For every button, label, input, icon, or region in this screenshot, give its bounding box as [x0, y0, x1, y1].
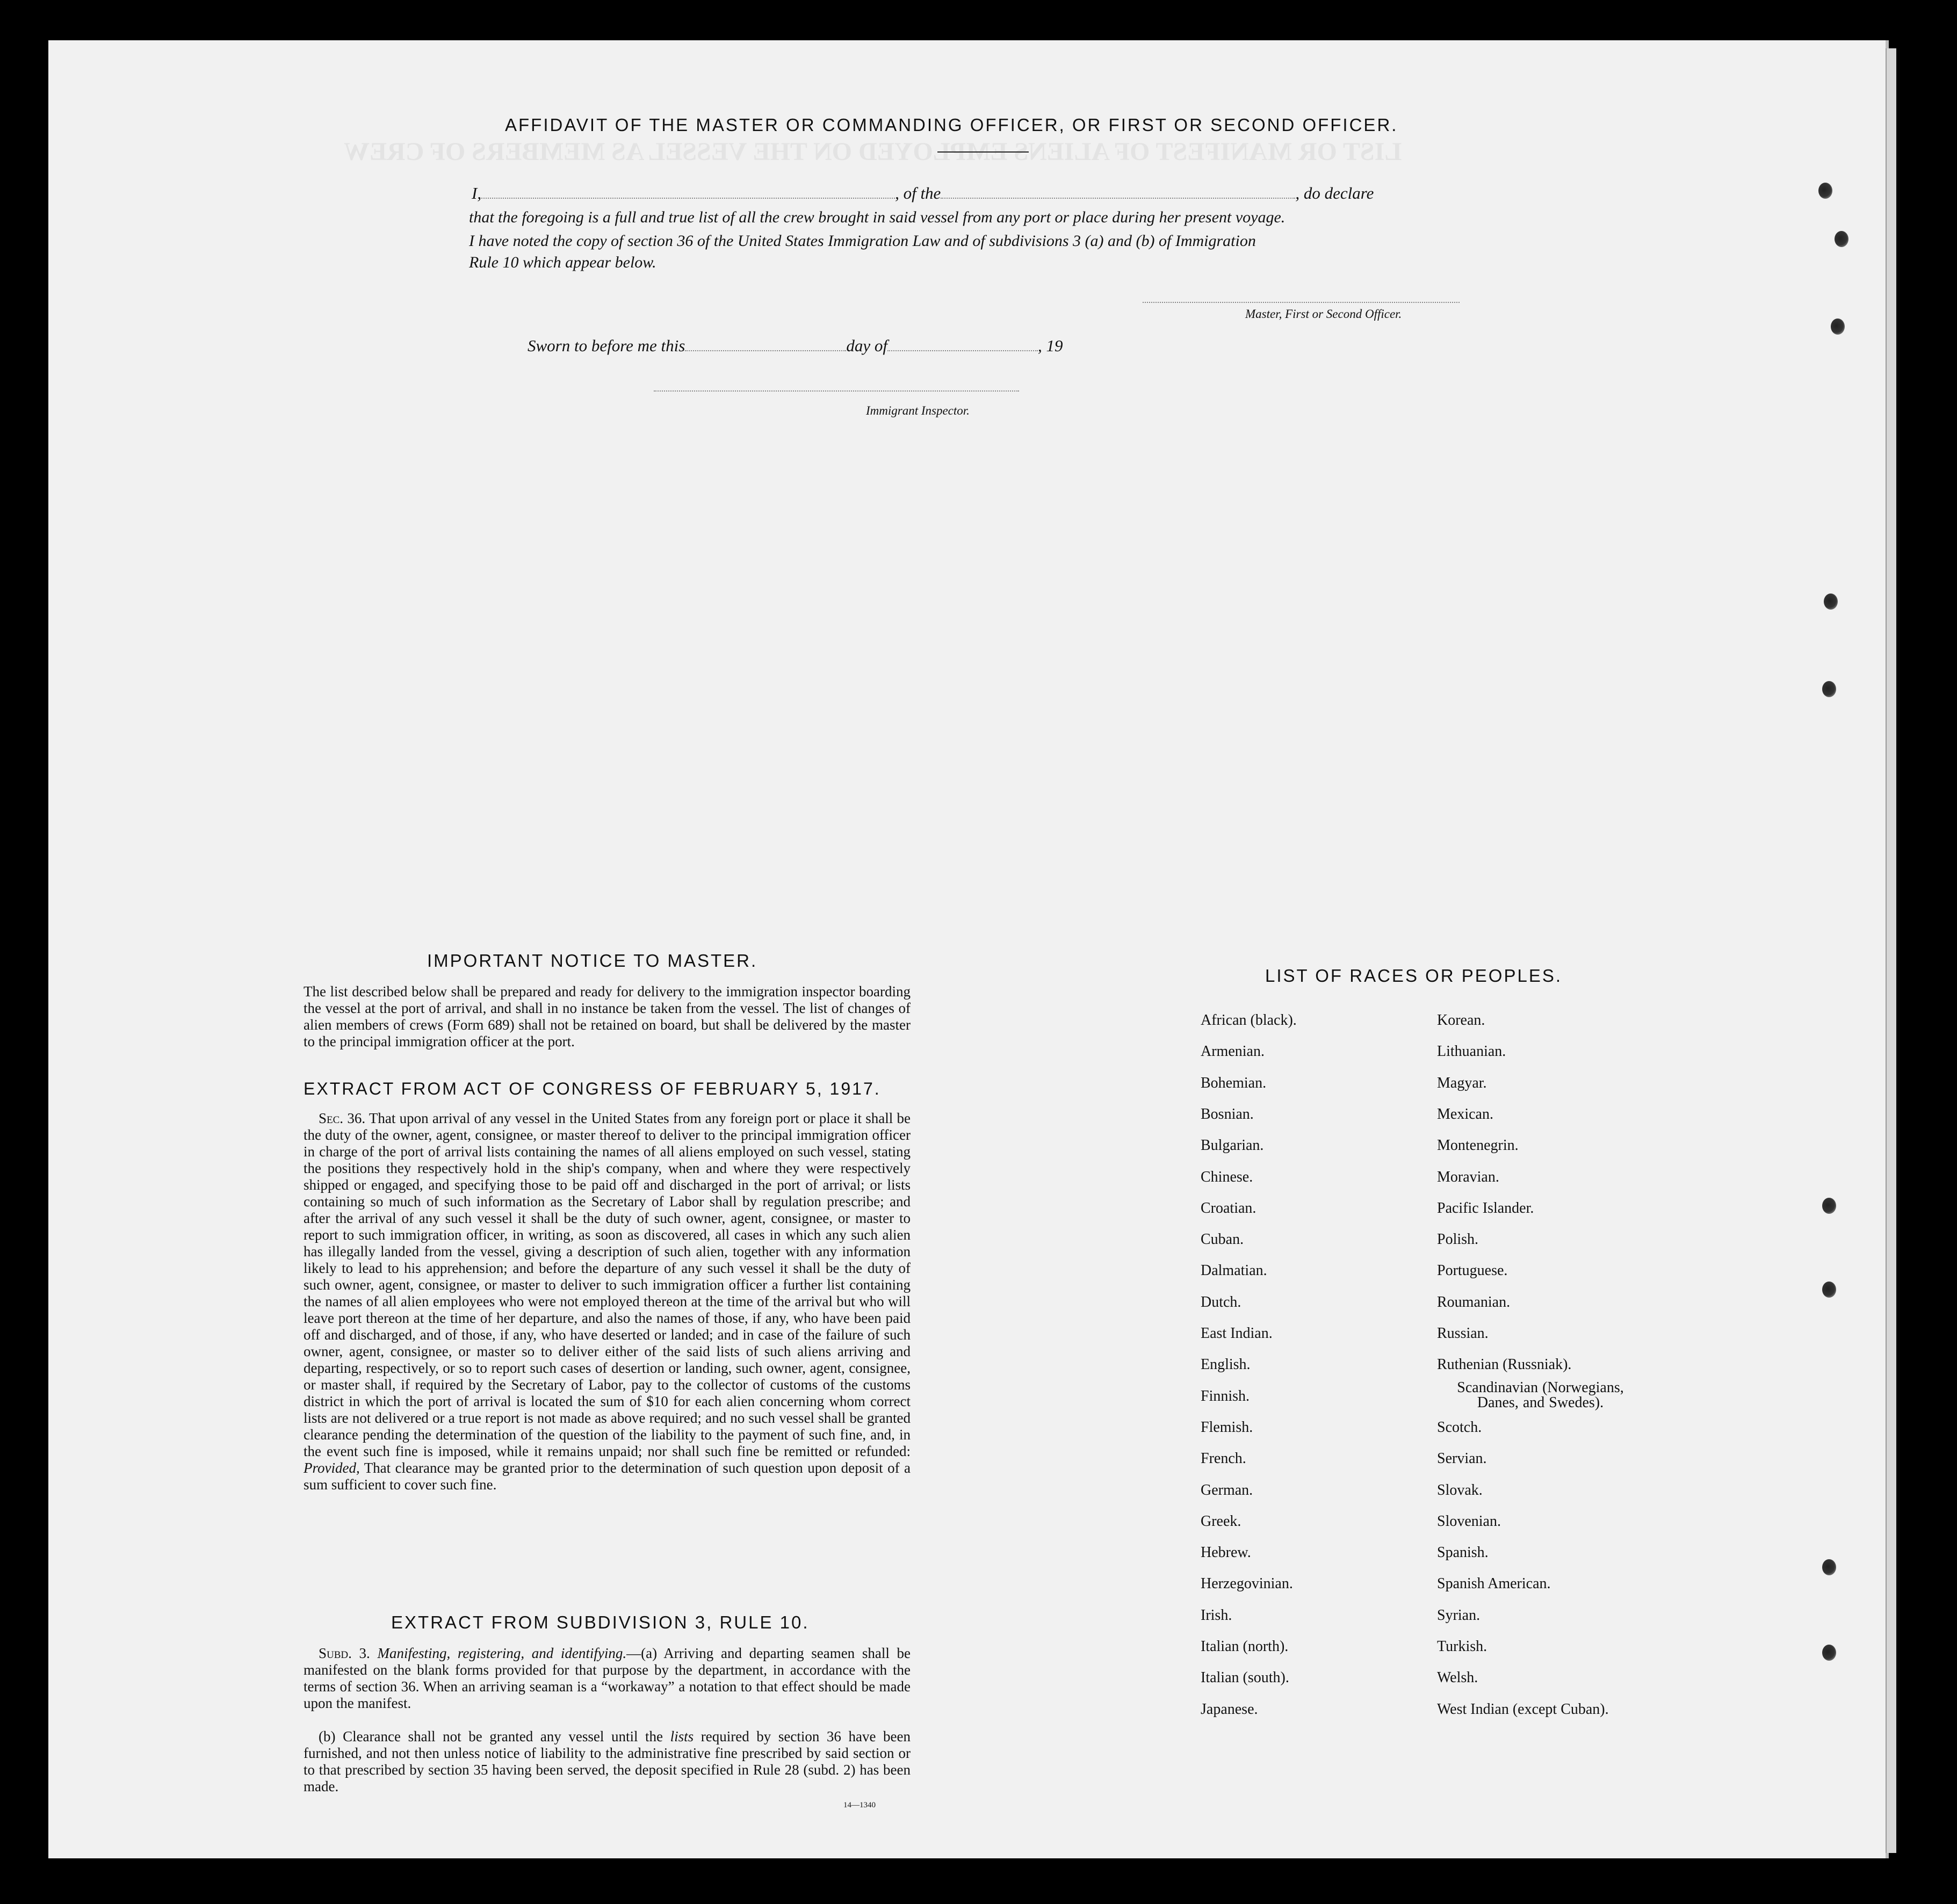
- race-item: German.: [1201, 1481, 1253, 1498]
- race-item: Spanish.: [1437, 1544, 1489, 1561]
- affidavit-of-the-label: , of the: [895, 184, 941, 202]
- race-item: Dutch.: [1201, 1293, 1241, 1311]
- race-item: Armenian.: [1201, 1043, 1265, 1060]
- race-item: Portuguese.: [1437, 1262, 1508, 1279]
- act-body: That upon arrival of any vessel in the United States from any foreign port or place it shall be the duty of the owner, agent, consignee, or master thereof to deliver to the principal immigration officer in charge of the port of arrival lists containing the names of all aliens employed on such vessel, stating the positions they respectively hold in the ship's company, when and where they were respectively shipped or engaged, and specifying those to be paid off and discharged in the port of arrival; or lists containing so much of such information as the Secretary of Labor shall by regulation prescribe; and after the arrival of any such vessel it shall be the duty of such owner, agent, consignee, or master to report to such immigration officer, in writing, as soon as discovered, all cases in which any such alien has illegally landed from the vessel, giving a description of such alien, together with any information likely to lead to his apprehension; and before the departure of any such vessel it shall be the duty of such owner, agent, consignee, or master to deliver to such immigration officer a further list containing the names of all alien employees who were not employed thereon at the time of the arrival but who will leave port thereon at the time of her departure, and also the names of those, if any, who have been paid off and discharged, and of those, if any, who have deserted or landed; and in case of the failure of such owner, agent, consignee, or master so to deliver either of the said lists of such aliens arriving and departing, respectively, or so to report such cases of desertion or landing, such owner, agent, consignee, or master shall, if required by the Secretary of Labor, pay to the collector of customs of the customs district in which the port of arrival is located the sum of $10 for each alien concerning whom correct lists are not delivered or a true report is not made as above required; and no such vessel shall be granted clearance pending the determination of the question of the liability to the payment of such fine, and, in the event such fine is imposed, while it remains unpaid; nor shall such fine be remitted or refunded:: [304, 1110, 911, 1459]
- notice-text: The list described below shall be prepared and ready for delivery to the immigration inspector boarding the vessel at the port of arrival, and shall in no instance be taken from the vessel. The list of changes of alien members of crews (Form 689) shall not be retained on board, but shall be delivered by the master to the principal immigration officer at the port.: [304, 983, 911, 1049]
- year-label: , 19: [1037, 336, 1063, 355]
- race-item: Turkish.: [1437, 1638, 1487, 1655]
- race-item: West Indian (except Cuban).: [1437, 1700, 1609, 1718]
- race-item: Bulgarian.: [1201, 1137, 1264, 1154]
- binder-edge: [1886, 48, 1896, 1853]
- act-body-end: That clearance may be granted prior to the determination of such question upon deposit of a sum sufficient to cover such fine.: [304, 1460, 911, 1493]
- form-page: [48, 40, 1889, 1858]
- affidavit-title: AFFIDAVIT OF THE MASTER OR COMMANDING OFFICER, OR FIRST OR SECOND OFFICER.: [505, 115, 1398, 135]
- vessel-name-field[interactable]: [941, 197, 1295, 199]
- rule-para-b-end: required by section 36 have been furnished, and not then unless notice of liability to the administrative fine prescribed by said section or to that prescribed by section 35 having been served, the deposit specified in Rule 28 (subd. 2) has been made.: [304, 1728, 911, 1794]
- race-item: Lithuanian.: [1437, 1043, 1506, 1060]
- officer-signature-field[interactable]: [1143, 302, 1460, 303]
- act-section-label: Sec. 36.: [319, 1110, 366, 1126]
- race-item: Syrian.: [1437, 1606, 1481, 1624]
- affidavit-line3: I have noted the copy of section 36 of the United States Immigration Law and of subdivisions 3 (a) and (b) of Immigration: [469, 232, 1256, 250]
- race-item: Herzegovinian.: [1201, 1575, 1293, 1592]
- punch-hole: [1818, 183, 1832, 199]
- race-item: Montenegrin.: [1437, 1137, 1519, 1154]
- race-item: Welsh.: [1437, 1669, 1478, 1686]
- rule-subd-heading: Manifesting, registering, and identifying.: [377, 1645, 627, 1661]
- form-code: 14—1340: [843, 1801, 876, 1809]
- race-item: Servian.: [1437, 1450, 1487, 1467]
- race-item: Flemish.: [1201, 1418, 1253, 1436]
- affidavit-line4: Rule 10 which appear below.: [469, 254, 656, 271]
- affidavit-line2: that the foregoing is a full and true list of all the crew brought in said vessel from any port or place during her present voyage.: [469, 208, 1286, 226]
- race-item: Japanese.: [1201, 1700, 1258, 1718]
- affidavit-i-label: I,: [472, 184, 482, 202]
- race-item: Bosnian.: [1201, 1105, 1254, 1123]
- race-item: English.: [1201, 1356, 1251, 1373]
- race-item: Dalmatian.: [1201, 1262, 1267, 1279]
- race-item: Scotch.: [1437, 1418, 1482, 1436]
- punch-hole: [1831, 318, 1845, 335]
- day-of-label: day of: [846, 336, 887, 355]
- sworn-line: [528, 336, 1063, 356]
- inspector-signature-label: Immigrant Inspector.: [866, 404, 970, 417]
- punch-hole: [1822, 1282, 1836, 1298]
- race-item: Slovenian.: [1437, 1512, 1501, 1530]
- race-item: Italian (south).: [1201, 1669, 1289, 1686]
- affidavit-declare-label: , do declare: [1295, 184, 1374, 202]
- rule-text-b: [304, 1728, 911, 1795]
- inspector-signature-field[interactable]: [654, 390, 1019, 392]
- race-item: Scandinavian (Norwegians, Danes, and Swedes).: [1457, 1379, 1624, 1411]
- race-item: Chinese.: [1201, 1168, 1253, 1185]
- race-item: Bohemian.: [1201, 1074, 1267, 1091]
- race-item: Cuban.: [1201, 1231, 1244, 1248]
- punch-hole: [1822, 1559, 1836, 1575]
- race-item: Pacific Islander.: [1437, 1199, 1534, 1217]
- race-item: Ruthenian (Russniak).: [1437, 1356, 1572, 1373]
- punch-hole: [1822, 681, 1836, 697]
- rule-para-a: —(a) Arriving and departing seamen shall be manifested on the blank forms provided for that purpose by the department, in accordance with the terms of section 36. When an arriving seaman is a “workaway” a notation to that effect should be made upon the manifest.: [304, 1645, 911, 1711]
- rule-text-a: [304, 1645, 911, 1712]
- race-item: Polish.: [1437, 1231, 1479, 1248]
- race-item: Magyar.: [1437, 1074, 1487, 1091]
- act-text: [304, 1110, 911, 1493]
- sworn-day-field[interactable]: [685, 349, 846, 351]
- race-item: Italian (north).: [1201, 1638, 1289, 1655]
- race-item: Hebrew.: [1201, 1544, 1251, 1561]
- race-item: French.: [1201, 1450, 1246, 1467]
- race-item: Moravian.: [1437, 1168, 1499, 1185]
- punch-hole: [1835, 231, 1848, 247]
- officer-signature-label: Master, First or Second Officer.: [1245, 307, 1402, 321]
- race-item: African (black).: [1201, 1012, 1297, 1029]
- sworn-month-field[interactable]: [887, 349, 1038, 351]
- race-item: Finnish.: [1201, 1387, 1250, 1405]
- sworn-label: Sworn to before me this: [528, 336, 685, 355]
- act-provided: Provided,: [304, 1460, 360, 1476]
- affidavit-line1: [472, 184, 1374, 203]
- punch-hole: [1822, 1198, 1836, 1214]
- title-rule: [937, 151, 1029, 153]
- rule-subd-label: Subd. 3.: [319, 1645, 370, 1661]
- punch-hole: [1824, 593, 1838, 610]
- notice-title: IMPORTANT NOTICE TO MASTER.: [427, 951, 758, 971]
- race-item: Korean.: [1437, 1012, 1485, 1029]
- rule-title: EXTRACT FROM SUBDIVISION 3, RULE 10.: [391, 1612, 810, 1632]
- act-title: EXTRACT FROM ACT OF CONGRESS OF FEBRUARY 5, 1917.: [304, 1079, 881, 1098]
- race-item: Greek.: [1201, 1512, 1241, 1530]
- race-item: Russian.: [1437, 1325, 1489, 1342]
- bleed-through-text: LIST OR MANIFEST OF ALIENS EMPLOYED ON THE VESSEL AS MEMBERS OF CREW: [344, 137, 1402, 166]
- race-item: Roumanian.: [1437, 1293, 1511, 1311]
- rule-para-b-lists: lists: [670, 1728, 694, 1744]
- race-item: Slovak.: [1437, 1481, 1483, 1498]
- officer-name-field[interactable]: [481, 197, 895, 199]
- race-item: Irish.: [1201, 1606, 1232, 1624]
- rule-para-b-start: (b) Clearance shall not be granted any vessel until the: [319, 1728, 663, 1744]
- races-title: LIST OF RACES OR PEOPLES.: [1265, 966, 1563, 986]
- race-item: East Indian.: [1201, 1325, 1273, 1342]
- punch-hole: [1822, 1645, 1836, 1661]
- race-item: Mexican.: [1437, 1105, 1493, 1123]
- race-item: Croatian.: [1201, 1199, 1256, 1217]
- race-item: Spanish American.: [1437, 1575, 1551, 1592]
